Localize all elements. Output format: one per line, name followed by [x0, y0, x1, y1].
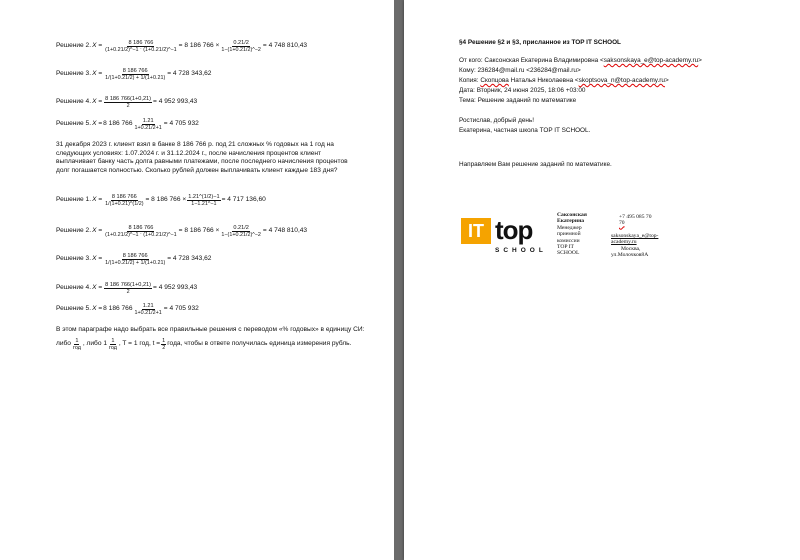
solution-result: = 4 952 993,43: [153, 98, 198, 106]
solution-3-first: [56, 68, 211, 81]
fraction: $\frac{1.21}{1+0.21/2+1}$: [134, 118, 162, 131]
signature-email-link[interactable]: saksonskaya_e@top-: [611, 232, 659, 239]
math-expression: = 8 186 766 ×: [145, 196, 187, 204]
solution-label: Решение 1.: [56, 196, 92, 204]
fraction: $\frac{8 186 766}{(1+0.21/2)\^{}-1 \cdot (1+0.21/2)\^{}-1}$: [105, 40, 177, 53]
email-cc: Копия: Скопцова Наталья Николаевна <skoptsova_n@top-academy.ru>: [459, 77, 669, 84]
email-title: §4 Решение §2 и §3, присланное из TOP IT SCHOOL: [459, 39, 621, 46]
fraction: $\frac{8 186 766}{1/(1+0.21)\^{}(1/2)}$: [105, 194, 144, 207]
email-subject: Тема: Решение заданий по математике: [459, 97, 577, 104]
top-it-school-logo: [459, 210, 545, 254]
solution-label: Решение 2.: [56, 227, 92, 235]
note-line-1: В этом параграфе надо выбрать все правильные решения с переводом «% годовых» в единицу СИ:: [56, 326, 365, 333]
math-var: X =: [92, 227, 103, 235]
note-line-2: либо $\frac{1}{\text{год}}$ , либо 1 $\frac{1}{\text{год}}$ , T = 1 год, t = $\frac{1}{2}$ года, чтобы в ответе получилась единица измерения рубль.: [56, 338, 352, 351]
signature-phone: +7 495 085 70: [619, 214, 652, 220]
solution-result: = 4 728 343,62: [167, 255, 212, 263]
solution-label: Решение 3.: [56, 70, 92, 78]
solution-5-first: [56, 118, 199, 131]
signature-name-block: Саксонская Екатерина Менеджер приемной комиссии TOP IT SCHOOL: [557, 212, 587, 257]
fraction: $\frac{0.21/2}{1-(1+0.21/2)\^{}-2}$: [221, 40, 261, 53]
solution-result: = 4 748 810,43: [262, 227, 308, 235]
solution-3: [56, 253, 211, 266]
fraction: $\frac{8 186 766}{(1+0.21/2)\^{}-1 \cdot (1+0.21/2)\^{}-1}$: [105, 225, 177, 238]
document-page-left: [0, 0, 394, 560]
solution-1: [56, 194, 266, 207]
solution-label: Решение 5.: [56, 305, 92, 313]
fraction: $\frac{8 186 766(1+0,21)}{2}$: [105, 96, 152, 109]
page-gap: [394, 0, 404, 560]
solution-4: [56, 282, 197, 295]
email-from: От кого: Саксонская Екатерина Владимировна <saksonskaya_e@top-academy.ru>: [459, 57, 702, 64]
from-email-link[interactable]: saksonskaya_e@top-academy.ru: [603, 57, 699, 64]
math-var: X =: [92, 42, 103, 50]
math-expression: 8 186 766: [103, 120, 133, 128]
cc-email-link[interactable]: skoptsova_n@top-academy.ru: [578, 77, 665, 84]
solution-result: = 4 705 932: [163, 120, 199, 128]
logo-top-word: top: [495, 215, 533, 245]
problem-statement: 31 декабря 2023 г. клиент взял в банке 8 186 766 р. под 21 сложных % годовых на 1 год на следующих условиях: 1.07.2024 г. и 31.12.2024 г., после начисления процентов клиент выплачивает банку часть долга равными платежами, после последнего начисления процентов долг погашается полностью. Сколько рублей должен выплачивать клиент каждые 183 дня?: [56, 141, 348, 174]
solution-4-first: [56, 96, 197, 109]
signature-contact-block: +7 495 085 70 70 saksonskaya_e@top- academy.ru Москва, ул.Молочков8А: [611, 214, 659, 259]
math-expression: = 8 186 766 ×: [178, 42, 220, 50]
solution-result: = 4 717 136,60: [221, 196, 266, 204]
solution-2-first: [56, 40, 307, 53]
math-expression: = 8 186 766 ×: [178, 227, 220, 235]
email-date: Дата: Вторник, 24 июня 2025, 18:06 +03:00: [459, 87, 586, 94]
logo-it-square: IT: [461, 218, 491, 244]
fraction: $\frac{0.21/2}{1-(1+0.21/2)\^{}-2}$: [221, 225, 261, 238]
solution-2: [56, 225, 307, 238]
fraction: $\frac{1}{\text{год}}$: [72, 338, 81, 351]
math-var: X =: [92, 120, 103, 128]
signature-address: ул.Молочков8А: [611, 252, 649, 259]
solution-result: = 4 952 993,43: [153, 284, 198, 292]
fraction: $\frac{8 186 766(1+0,21)}{2}$: [105, 282, 152, 295]
fraction: $\frac{1.21\^{}(1/2)-1}{1-1.21\^{}-1}$: [188, 194, 220, 207]
math-var: X =: [92, 305, 103, 313]
solution-label: Решение 3.: [56, 255, 92, 263]
email-sender-intro: Екатерина, частная школа TOP IT SCHOOL.: [459, 127, 591, 134]
solution-result: = 4 728 343,62: [167, 70, 212, 78]
fraction: $\frac{1.21}{1+0.21/2+1}$: [134, 303, 162, 316]
fraction: $\frac{1}{\text{год}}$: [109, 338, 117, 351]
math-var: X =: [92, 255, 103, 263]
solution-label: Решение 4.: [56, 98, 92, 106]
solution-result: = 4 748 810,43: [262, 42, 308, 50]
math-var: X =: [92, 284, 103, 292]
math-var: X =: [92, 196, 103, 204]
logo-school-word: SCHOOL: [495, 247, 547, 254]
email-greeting: Ростислав, добрый день!: [459, 117, 535, 124]
math-var: X =: [92, 98, 103, 106]
document-page-right: [404, 0, 800, 560]
math-expression: 8 186 766: [103, 305, 133, 313]
solution-label: Решение 2.: [56, 42, 92, 50]
email-body: Направляем Вам решение заданий по математике.: [459, 161, 612, 168]
solution-result: = 4 705 932: [163, 305, 199, 313]
solution-5: [56, 303, 199, 316]
email-signature: [459, 210, 689, 270]
email-to: Кому: 236284@mail.ru <236284@mail.ru>: [459, 67, 581, 74]
fraction: $\frac{1}{2}$: [162, 338, 166, 351]
fraction: $\frac{8 186 766}{1/(1+0.21/2) + 1/(1+0.21)}$: [105, 253, 166, 266]
fraction: $\frac{8 186 766}{1/(1+0.21/2) + 1/(1+0.21)}$: [105, 68, 166, 81]
solution-label: Решение 4.: [56, 284, 92, 292]
math-var: X =: [92, 70, 103, 78]
solution-label: Решение 5.: [56, 120, 92, 128]
